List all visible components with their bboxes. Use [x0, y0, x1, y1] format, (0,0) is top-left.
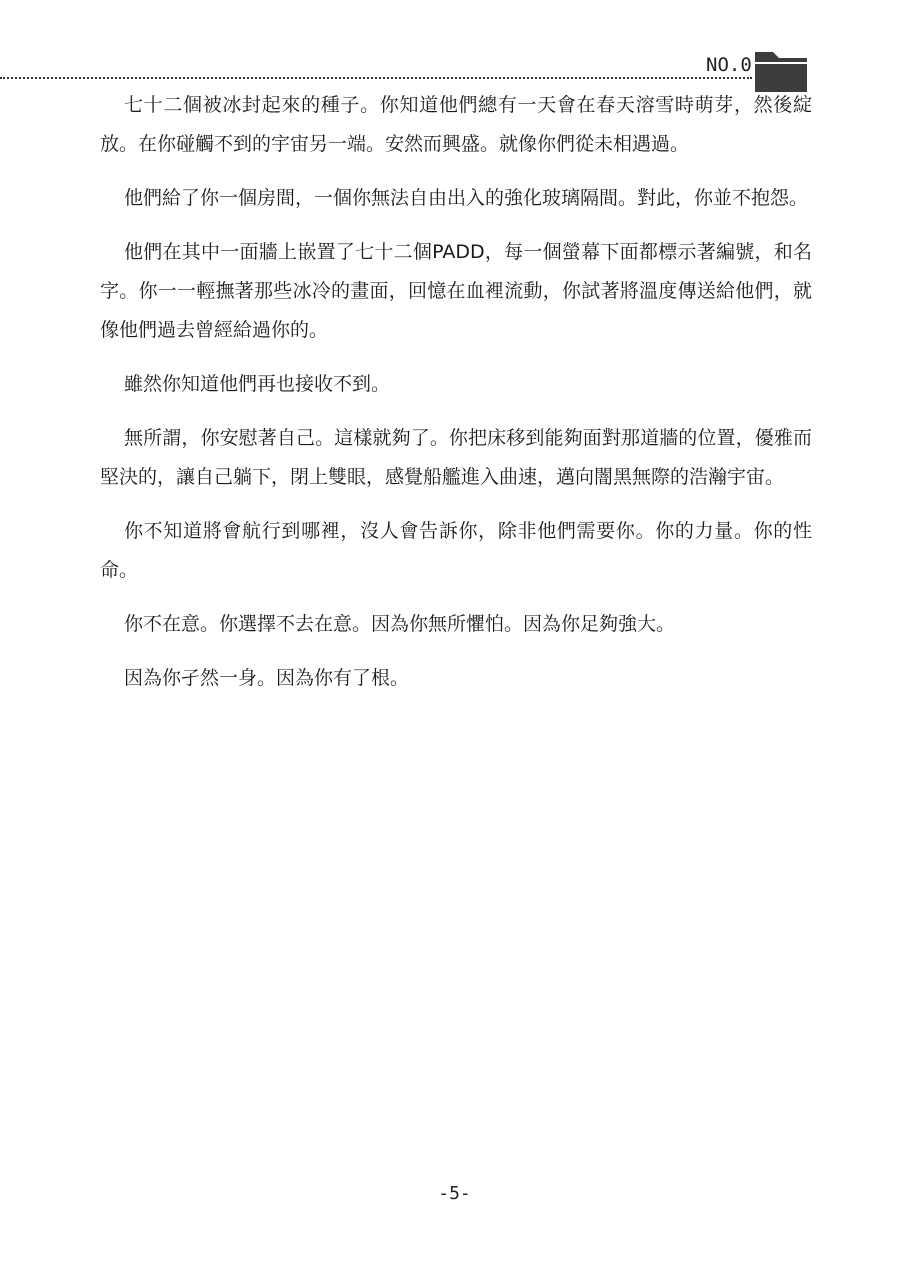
paragraph: 無所謂，你安慰著自己。這樣就夠了。你把床移到能夠面對那道牆的位置，優雅而堅決的，讓自己躺下，閉上雙眼，感覺船艦進入曲速，邁向闇黑無際的浩瀚宇宙。 [100, 427, 812, 488]
paragraph: 你不在意。你選擇不去在意。因為你無所懼怕。因為你足夠強大。 [124, 613, 676, 635]
story-text [100, 86, 812, 713]
paragraph: 七十二個被冰封起來的種子。你知道他們總有一天會在春天溶雪時萌芽，然後綻放。在你碰觸不到的宇宙另一端。安然而興盛。就像你們從未相遇過。 [100, 94, 812, 155]
page-number: -5- [438, 1183, 471, 1204]
header-dotted-rule [0, 77, 752, 79]
paragraph: 他們在其中一面牆上嵌置了七十二個PADD，每一個螢幕下面都標示著編號，和名字。你一一輕撫著那些冰冷的畫面，回憶在血裡流動，你試著將溫度傳送給他們，就像他們過去曾經給過你的。 [100, 241, 812, 341]
paragraph: 雖然你知道他們再也接收不到。 [124, 373, 391, 395]
page-header [0, 0, 909, 100]
paragraph: 因為你孑然一身。因為你有了根。 [124, 667, 410, 689]
paragraph: 你不知道將會航行到哪裡，沒人會告訴你，除非他們需要你。你的力量。你的性命。 [100, 520, 812, 581]
paragraph: 他們給了你一個房間，一個你無法自由出入的強化玻璃隔間。對此，你並不抱怨。 [124, 187, 809, 209]
chapter-number: NO.0 [706, 54, 752, 76]
